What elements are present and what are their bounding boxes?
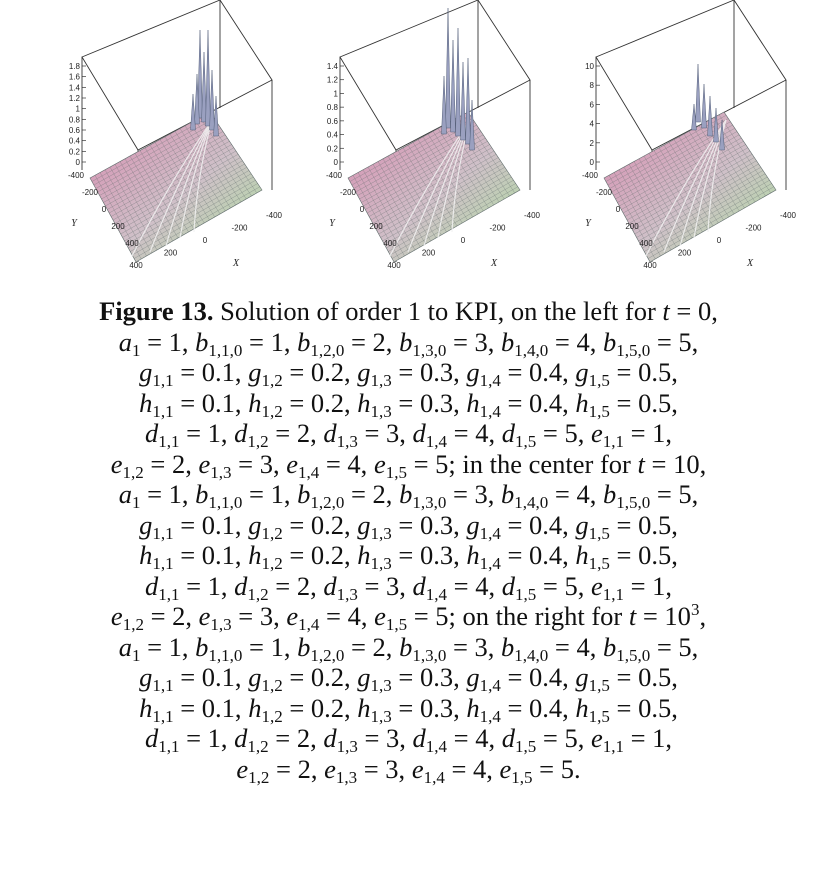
z-tick-label: 6 (589, 100, 594, 110)
peaks (442, 8, 475, 150)
z-tick-label: 0.2 (326, 144, 338, 154)
y-tick-label: 0 (359, 205, 365, 214)
y-tick-label: 400 (125, 239, 139, 248)
surface-mesh (604, 112, 776, 262)
plot-left (62, 0, 332, 270)
y-tick-label: 0 (101, 205, 107, 214)
y-axis-label: Y (71, 218, 77, 229)
caption-line: $a_1 = 1$, $b_{1,1,0} = 1$, $b_{1,2,0} = 2$, $b_{1,3,0} = 3$, $b_{1,4,0} = 4$, $b_{1,5,0} = 5$, (118, 631, 699, 665)
y-tick-label: 200 (369, 222, 383, 231)
surface-mesh (90, 112, 262, 262)
z-tick-label: 0.6 (326, 116, 338, 126)
caption-line: $g_{1,1} = 0.1$, $g_{1,2} = 0.2$, $g_{1,3} = 0.3$, $g_{1,4} = 0.4$, $g_{1,5} = 0.5$, (139, 662, 678, 695)
z-tick-label: 0 (75, 158, 80, 167)
x-axis-label: X (232, 258, 240, 269)
z-tick-label: 0.4 (326, 130, 338, 140)
y-tick-label: 200 (111, 222, 125, 231)
x-tick-label: 200 (163, 248, 178, 258)
x-tick-label: -400 (779, 211, 797, 220)
x-tick-label: -200 (745, 223, 762, 233)
caption-line: $a_1 = 1$, $b_{1,1,0} = 1$, $b_{1,2,0} = 2$, $b_{1,3,0} = 3$, $b_{1,4,0} = 4$, $b_{1,5,0} = 5$, (118, 326, 699, 360)
y-tick-label: 400 (383, 239, 397, 248)
figure-plots (0, 0, 817, 270)
x-tick-label: 400 (387, 261, 401, 270)
surface-plot-svg (576, 0, 817, 270)
x-tick-label: -400 (265, 211, 283, 220)
surface-plot-svg (62, 0, 332, 270)
x-tick-label: -200 (231, 223, 248, 233)
z-tick-label: 4 (589, 119, 594, 129)
y-tick-label: 400 (639, 239, 653, 248)
y-tick-label: 200 (625, 222, 639, 231)
x-tick-label: 0 (716, 236, 722, 245)
z-tick-label: 0.8 (68, 115, 80, 125)
x-tick-label: 200 (421, 248, 436, 258)
plot-center (320, 0, 590, 270)
caption-line: $a_1 = 1$, $b_{1,1,0} = 1$, $b_{1,2,0} = 2$, $b_{1,3,0} = 3$, $b_{1,4,0} = 4$, $b_{1,5,0} = 5$, (118, 479, 699, 512)
z-tick-label: 0 (333, 158, 338, 167)
z-tick-label: 1.8 (68, 62, 80, 71)
z-tick-label: 0 (589, 158, 594, 167)
x-tick-label: 0 (460, 236, 466, 245)
caption-line: $h_{1,1} = 0.1$, $h_{1,2} = 0.2$, $h_{1,3} = 0.3$, $h_{1,4} = 0.4$, $h_{1,5} = 0.5$, (139, 387, 678, 421)
z-tick-label: 0.6 (68, 126, 80, 135)
z-tick-label: 1.6 (68, 72, 80, 82)
caption-line: $d_{1,1} = 1$, $d_{1,2} = 2$, $d_{1,3} = 3$, $d_{1,4} = 4$, $d_{1,5} = 5$, $e_{1,1} = 1$, (144, 570, 673, 604)
y-tick-label: -200 (81, 188, 99, 197)
x-tick-label: -200 (489, 223, 506, 233)
caption-line (30, 296, 787, 327)
z-tick-label: 0.2 (68, 147, 80, 157)
x-tick-label: 0 (202, 236, 208, 245)
caption-label: Figure 13. (99, 296, 214, 326)
y-tick-label: -400 (325, 171, 343, 180)
y-axis-label: Y (585, 218, 591, 229)
surface-plot-svg (320, 0, 590, 270)
x-axis-label: X (746, 258, 754, 269)
y-tick-label: -400 (581, 171, 599, 180)
y-tick-label: -400 (67, 171, 85, 180)
y-tick-label: 0 (615, 205, 621, 214)
y-tick-label: -200 (595, 188, 613, 197)
plot-right (576, 0, 817, 270)
caption-line: $g_{1,1} = 0.1$, $g_{1,2} = 0.2$, $g_{1,3} = 0.3$, $g_{1,4} = 0.4$, $g_{1,5} = 0.5$, (139, 357, 678, 390)
caption-line: $d_{1,1} = 1$, $d_{1,2} = 2$, $d_{1,3} = 3$, $d_{1,4} = 4$, $d_{1,5} = 5$, $e_{1,1} = 1$, (144, 418, 673, 451)
x-tick-label: -400 (523, 211, 541, 220)
z-tick-label: 1 (75, 104, 80, 114)
z-tick-label: 1.2 (68, 94, 80, 103)
peaks (191, 30, 219, 136)
z-tick-label: 0.4 (68, 136, 80, 146)
caption-line: $e_{1,2} = 2$, $e_{1,3} = 3$, $e_{1,4} = 4$, $e_{1,5} = 5$. (236, 753, 581, 787)
x-tick-label: 400 (643, 261, 657, 270)
z-tick-label: 10 (585, 62, 594, 71)
x-tick-label: 200 (677, 248, 692, 258)
z-tick-label: 2 (589, 138, 594, 148)
caption-line: $g_{1,1} = 0.1$, $g_{1,2} = 0.2$, $g_{1,3} = 0.3$, $g_{1,4} = 0.4$, $g_{1,5} = 0.5$, (139, 509, 678, 543)
caption-line: $h_{1,1} = 0.1$, $h_{1,2} = 0.2$, $h_{1,3} = 0.3$, $h_{1,4} = 0.4$, $h_{1,5} = 0.5$, (139, 540, 678, 573)
z-tick-label: 1.2 (326, 75, 338, 85)
y-tick-label: -200 (339, 188, 357, 197)
caption-line: $e_{1,2} = 2$, $e_{1,3} = 3$, $e_{1,4} = 4$, $e_{1,5} = 5$; in the center for t = 10, (110, 448, 707, 482)
surface-mesh (348, 112, 520, 262)
x-tick-label: 400 (129, 261, 143, 270)
figure-caption (30, 296, 787, 787)
z-tick-label: 1.4 (68, 83, 80, 93)
y-axis-label: Y (329, 218, 335, 229)
x-axis-label: X (490, 258, 498, 269)
z-tick-label: 1 (333, 89, 338, 99)
caption-text: Solution of order 1 to KPI, on the left for t = 0, (220, 296, 718, 326)
z-tick-label: 0.8 (326, 103, 338, 113)
z-tick-label: 1.4 (326, 62, 338, 71)
caption-line: $h_{1,1} = 0.1$, $h_{1,2} = 0.2$, $h_{1,3} = 0.3$, $h_{1,4} = 0.4$, $h_{1,5} = 0.5$, (139, 692, 678, 726)
caption-line: $d_{1,1} = 1$, $d_{1,2} = 2$, $d_{1,3} = 3$, $d_{1,4} = 4$, $d_{1,5} = 5$, $e_{1,1} = 1$, (144, 723, 673, 756)
z-tick-label: 8 (589, 81, 594, 91)
caption-line: $e_{1,2} = 2$, $e_{1,3} = 3$, $e_{1,4} = 4$, $e_{1,5} = 5$; on the right for $t = 10^3$, (110, 600, 707, 634)
